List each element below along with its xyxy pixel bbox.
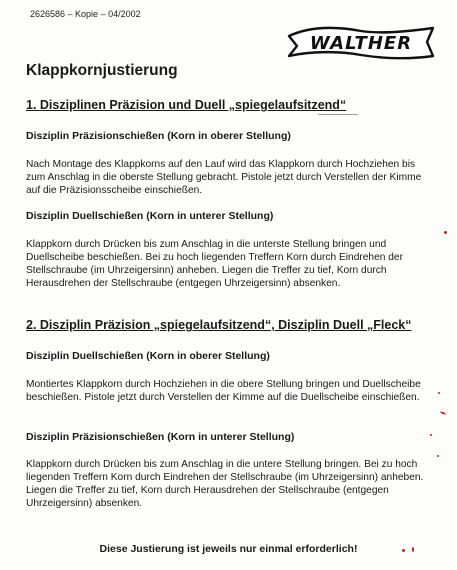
section-2-sub-2-text: Klappkorn durch Drücken bis zum Anschlag in die untere Stellung bringen. Bei zu hoch liegenden Treffern Korn durch Eindrehen der Stellschraube (im Uhrzeigersinn) anheben. Liegen die Treffer zu tief, Korn durch Herausdrehen der Stellschraube (entgegen Uhrzeigersinn) absenken.: [26, 459, 424, 509]
walther-logo: [285, 22, 437, 62]
section-2-sub-2-heading: Disziplin Präzisionschießen (Korn in unterer Stellung): [26, 431, 295, 443]
section-2-sub-1-heading: Disziplin Duellschießen (Korn in oberer Stellung): [26, 350, 270, 362]
scan-speck: [412, 547, 414, 552]
document-title: Klappkornjustierung: [26, 62, 178, 79]
scan-line: [318, 114, 358, 115]
document-reference: 2626586 – Kopie – 04/2002: [30, 9, 141, 19]
scan-speck: [402, 549, 405, 552]
scan-speck: [444, 231, 447, 234]
logo-text: WALTHER: [309, 33, 413, 54]
scan-speck: [437, 455, 439, 457]
section-1-sub-2-heading: Disziplin Duellschießen (Korn in unterer Stellung): [26, 210, 274, 222]
scan-speck: [440, 411, 446, 415]
section-1-sub-2-text: Klappkorn durch Drücken bis zum Anschlag in die unterste Stellung bringen und Duellscheibe beschießen. Bei zu hoch liegenden Treffern Korn durch Eindrehen der Stellschraube (im Uhrzeigersinn) anheben. Liegen die Treffer zu tief, Korn durch Herausdrehen der Stellschraube (entgegen Uhrzeigersinn) absenken.: [26, 239, 403, 289]
section-2-heading: 2. Disziplin Präzision „spiegelaufsitzend“, Disziplin Duell „Fleck“: [26, 318, 412, 332]
closing-note: Diese Justierung ist jeweils nur einmal erforderlich!: [99, 543, 358, 555]
scan-speck: [430, 434, 432, 436]
scan-speck: [438, 392, 440, 394]
section-1-sub-1-heading: Disziplin Präzisionschießen (Korn in oberer Stellung): [26, 130, 291, 142]
section-2-sub-1-text: Montiertes Klappkorn durch Hochziehen in die obere Stellung bringen und Duellscheibe beschießen. Pistole jetzt durch Verstellen der Kimme auf die Duellscheibe einschießen.: [26, 379, 421, 403]
section-1-heading: 1. Disziplinen Präzision und Duell „spiegelaufsitzend“: [26, 98, 347, 112]
section-1-sub-1-text: Nach Montage des Klappkorns auf den Lauf wird das Klappkorn durch Hochziehen bis zum Anschlag in die oberste Stellung gebracht. Pistole jetzt durch Verstellen der Kimme auf die Präzisionsscheibe einschießen.: [26, 159, 422, 196]
